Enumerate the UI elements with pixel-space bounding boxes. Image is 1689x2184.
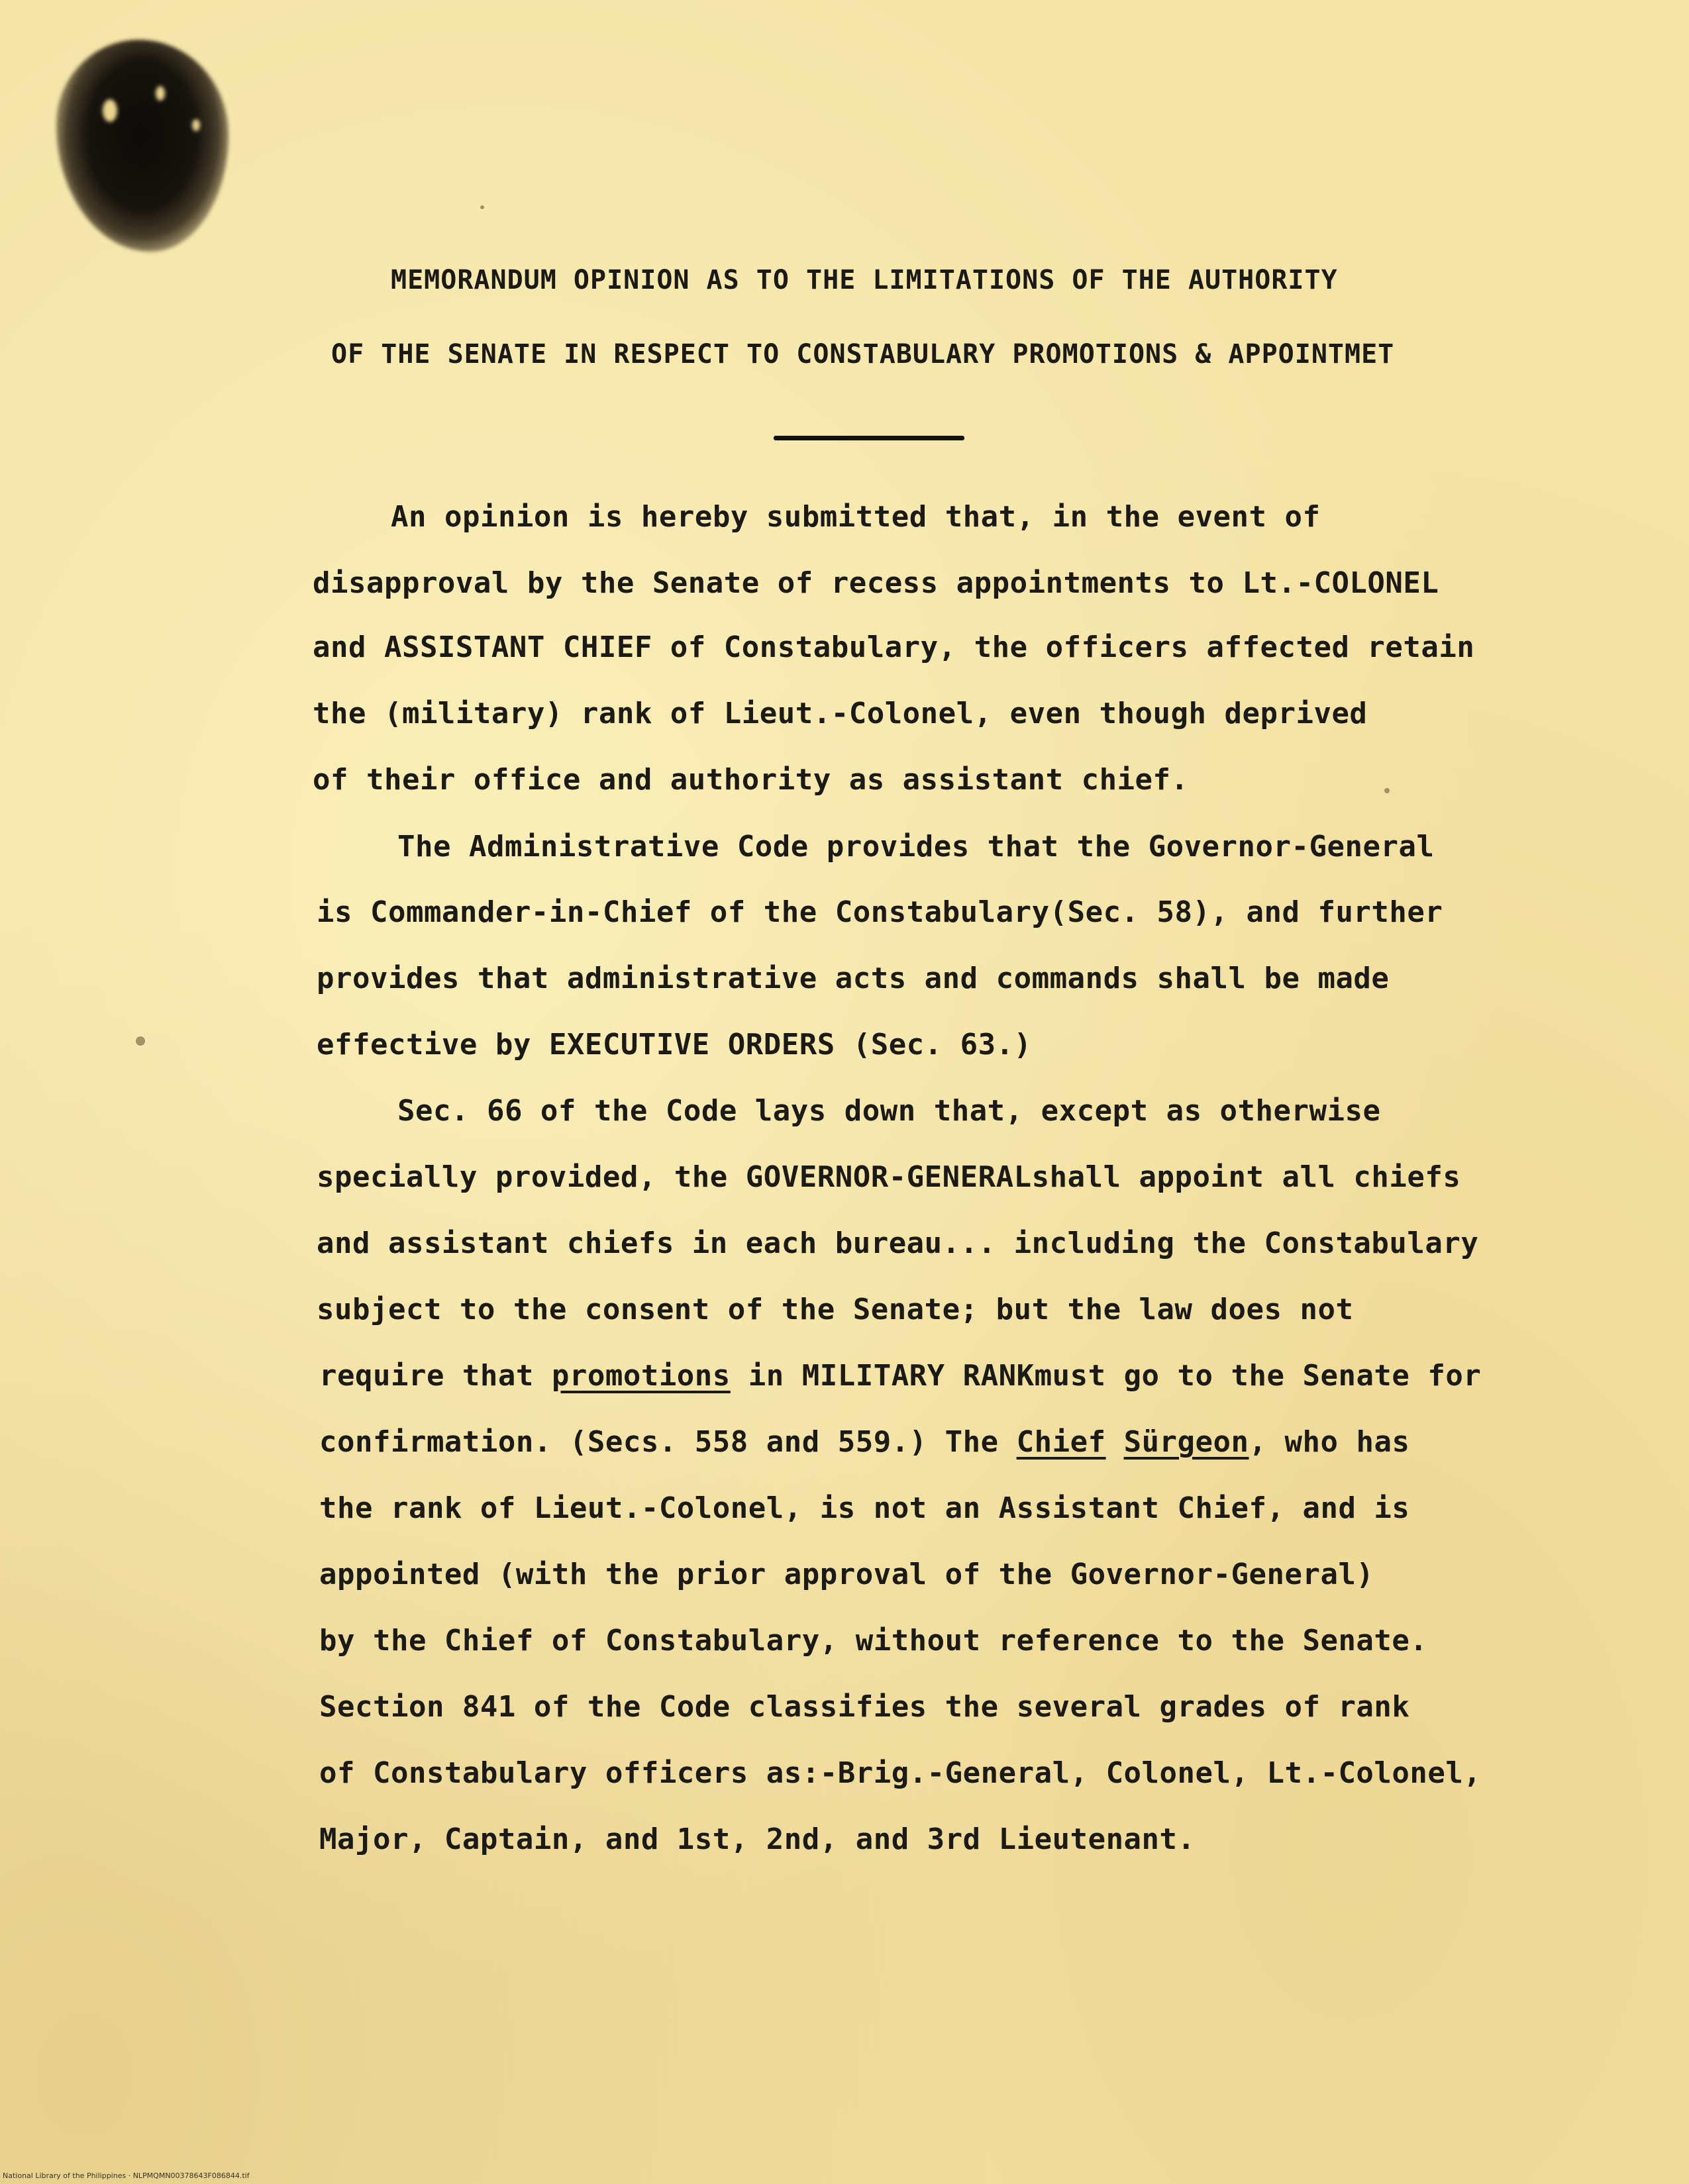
memo-title-line-1: MEMORANDUM OPINION AS TO THE LIMITATIONS OF THE AUTHORITY — [391, 265, 1338, 295]
body-line: is Commander-in-Chief of the Constabulary(Sec. 58), and further — [317, 895, 1443, 929]
ink-blot-stain — [56, 40, 229, 252]
paper-speck — [1384, 788, 1390, 793]
body-line: the (military) rank of Lieut.-Colonel, even though deprived — [313, 697, 1368, 730]
memo-title-line-2: OF THE SENATE IN RESPECT TO CONSTABULARY PROMOTIONS & APPOINTMET — [331, 339, 1395, 370]
body-line: Major, Captain, and 1st, 2nd, and 3rd Lieutenant. — [319, 1822, 1196, 1856]
blot-hole — [192, 119, 200, 131]
body-line: and ASSISTANT CHIEF of Constabulary, the officers affected retain — [313, 630, 1475, 664]
body-line: specially provided, the GOVERNOR-GENERALshall appoint all chiefs — [317, 1160, 1461, 1194]
body-line: of Constabulary officers as:-Brig.-General, Colonel, Lt.-Colonel, — [319, 1756, 1482, 1790]
archive-footer-caption: National Library of the Philippines · NLPMQMN00378643F086844.tif — [3, 2171, 250, 2180]
paper-speck — [480, 205, 484, 209]
body-text: confirmation. (Secs. 558 and 559.) The — [319, 1425, 1017, 1459]
blot-hole — [156, 86, 165, 101]
body-line: of their office and authority as assistant chief. — [313, 763, 1189, 797]
body-line: by the Chief of Constabulary, without reference to the Senate. — [319, 1624, 1428, 1658]
body-line: subject to the consent of the Senate; but the law does not — [317, 1293, 1354, 1326]
underlined-chief: Chief — [1016, 1425, 1106, 1459]
body-line: provides that administrative acts and commands shall be made — [317, 962, 1390, 995]
body-line: Sec. 66 of the Code lays down that, except as otherwise — [397, 1094, 1381, 1128]
body-line: appointed (with the prior approval of the Governor-General) — [319, 1558, 1374, 1591]
body-text: require that — [319, 1359, 552, 1393]
body-line: disapproval by the Senate of recess appointments to Lt.-COLONEL — [313, 566, 1439, 600]
blot-hole — [103, 99, 117, 122]
underlined-promotions: promotions — [551, 1359, 731, 1393]
body-line — [319, 1425, 1409, 1459]
underlined-surgeon: Sürgeon — [1123, 1425, 1249, 1459]
body-line: the rank of Lieut.-Colonel, is not an Assistant Chief, and is — [319, 1491, 1410, 1525]
body-text: , who has — [1249, 1425, 1410, 1459]
body-line: Section 841 of the Code classifies the several grades of rank — [319, 1690, 1410, 1724]
body-line: and assistant chiefs in each bureau... including the Constabulary — [317, 1226, 1479, 1260]
title-divider — [774, 436, 964, 440]
paper-speck — [136, 1036, 145, 1046]
body-text — [1106, 1425, 1124, 1459]
body-line: An opinion is hereby submitted that, in the event of — [391, 500, 1321, 534]
body-text: in MILITARY RANKmust go to the Senate for — [730, 1359, 1482, 1393]
body-line: effective by EXECUTIVE ORDERS (Sec. 63.) — [317, 1028, 1032, 1062]
body-line: The Administrative Code provides that the Governor-General — [397, 830, 1435, 864]
body-line — [319, 1359, 1481, 1393]
